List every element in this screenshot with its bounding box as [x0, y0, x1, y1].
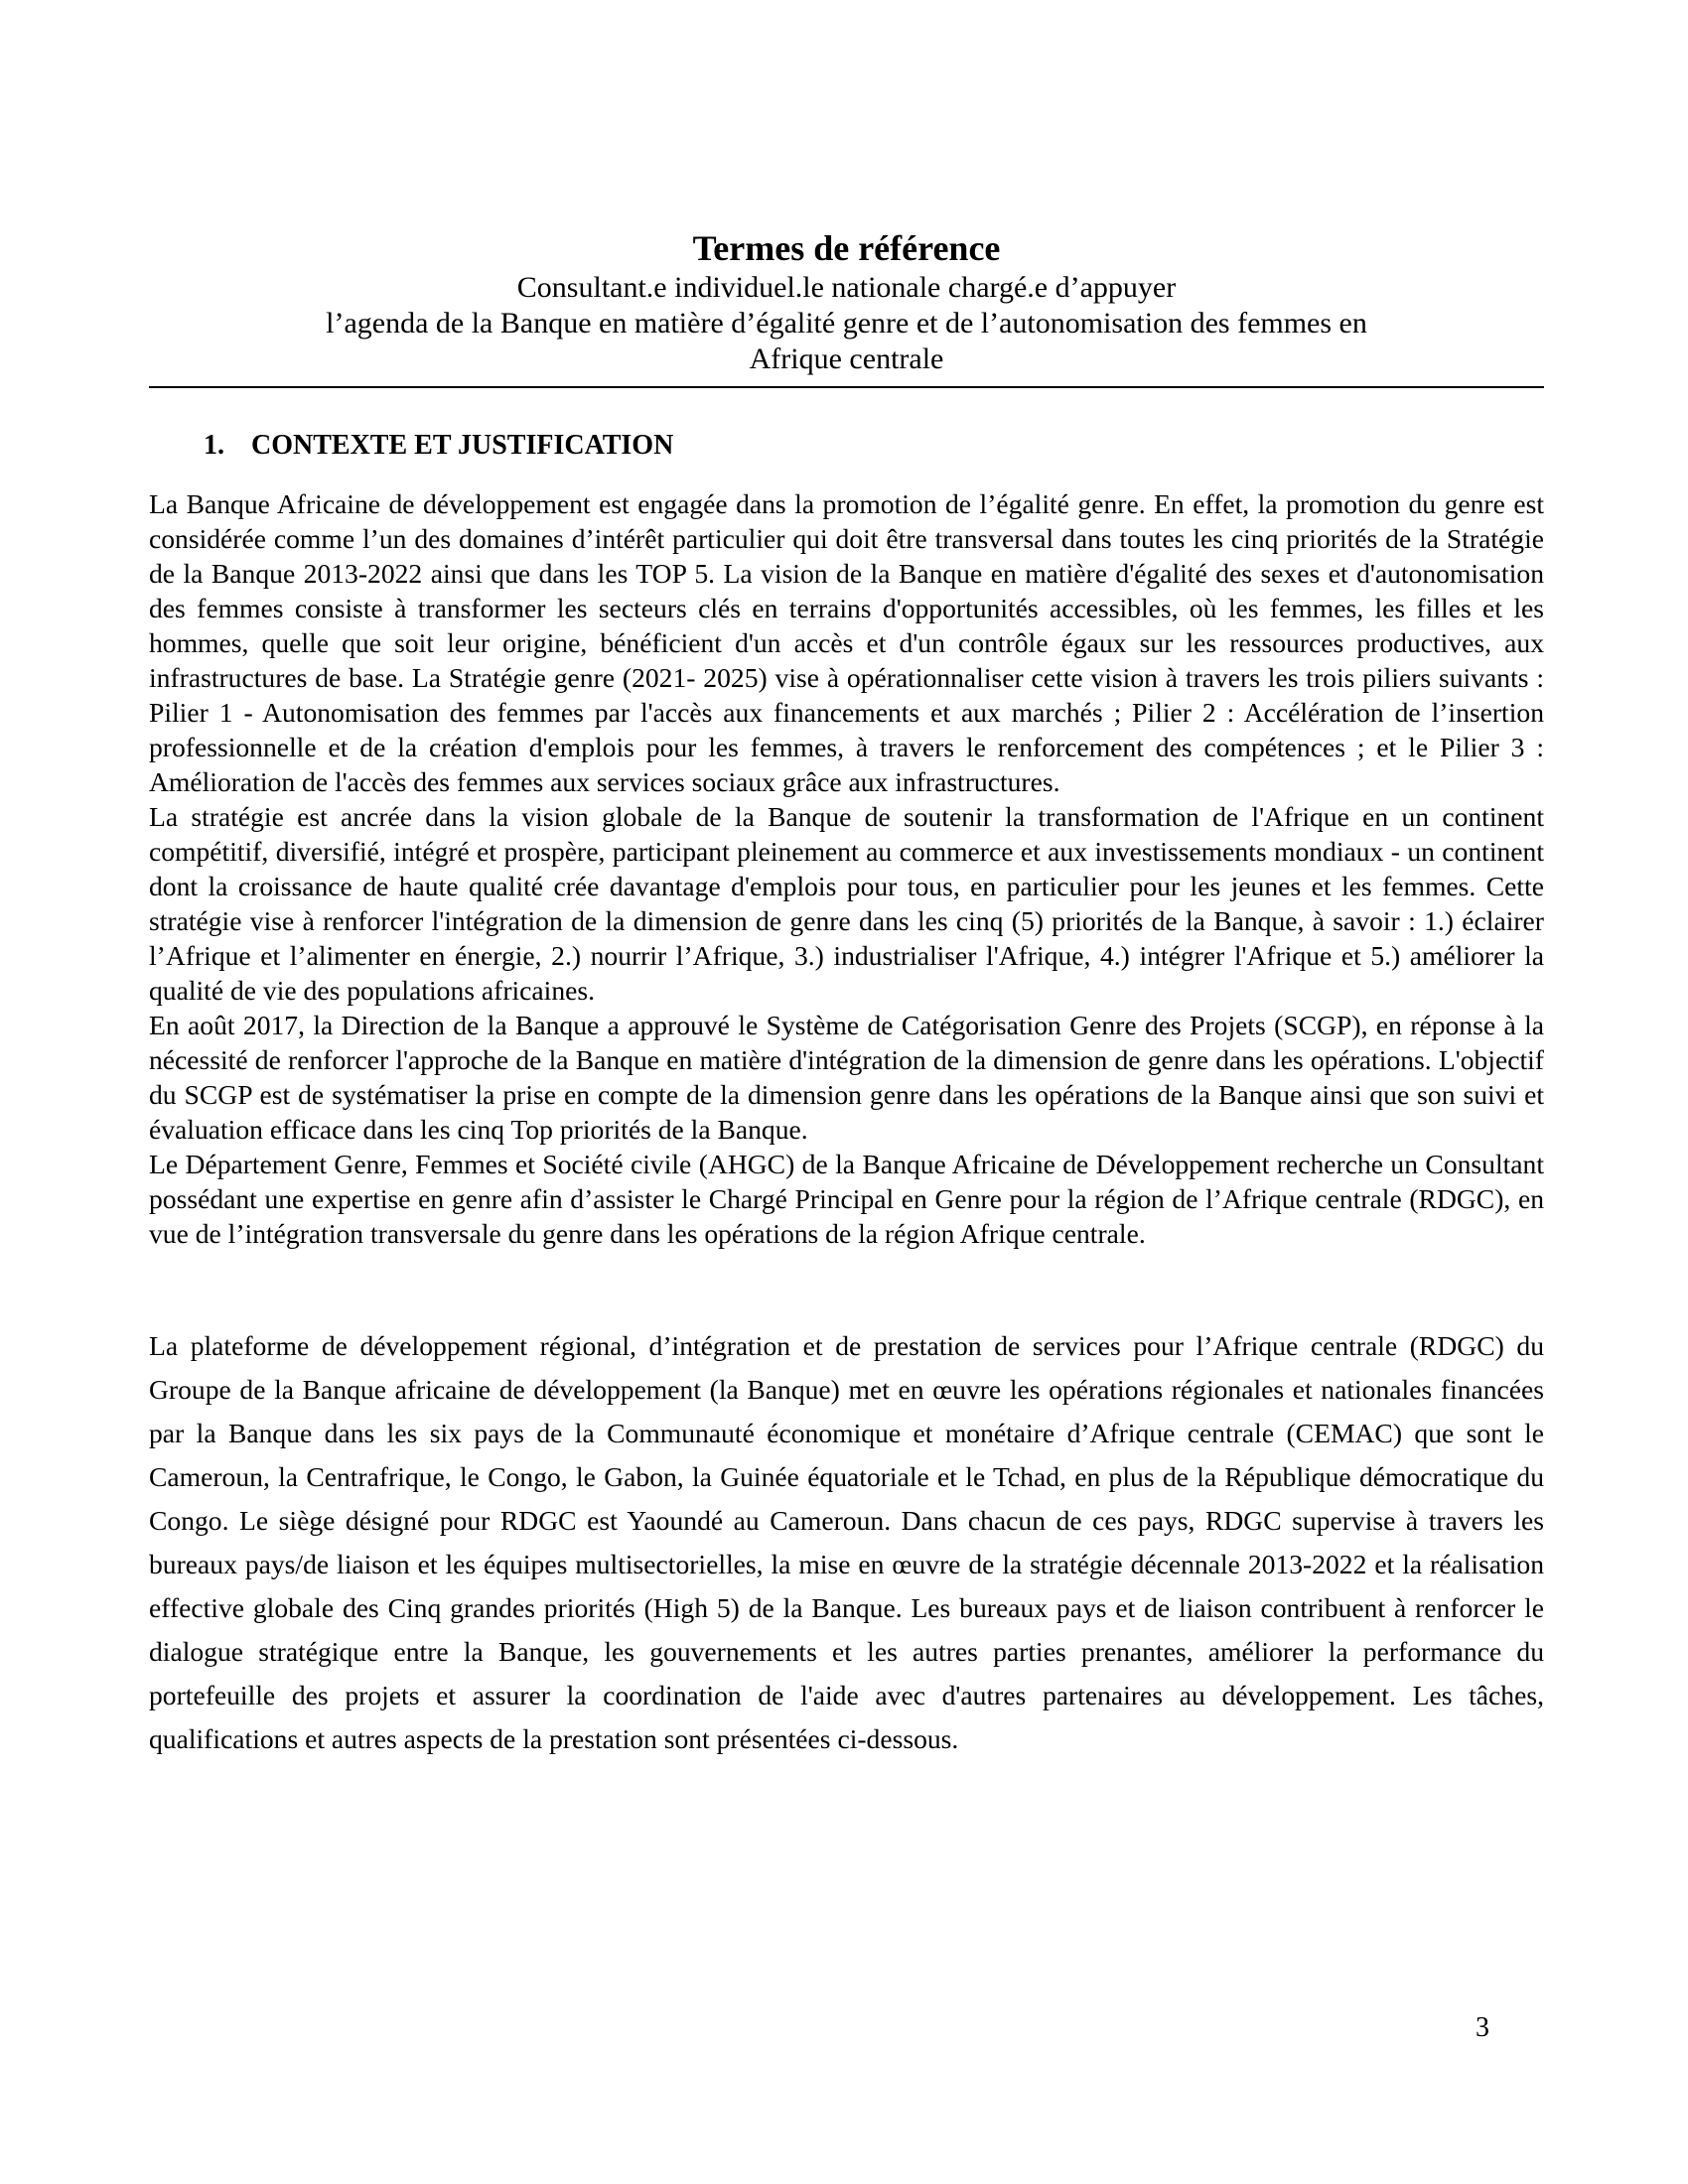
header-divider	[149, 386, 1544, 388]
page-number: 3	[1476, 2012, 1489, 2043]
subtitle-line-3: Afrique centrale	[749, 342, 944, 375]
paragraph-ahgc-recruitment: Le Département Genre, Femmes et Société civile (AHGC) de la Banque Africaine de Développement recherche un Consultant possédant une expertise en genre afin d’assister le Chargé Principal en Genre pour la région de l’Afrique centrale (RDGC), en vue de l’intégration transversale du genre dans les opérations de la région Afrique centrale.	[149, 1149, 1544, 1249]
paragraph-rdgc-platform: La plateforme de développement régional, d’intégration et de prestation de services pour l’Afrique centrale (RDGC) du Groupe de la Banque africaine de développement (la Banque) met en œuvre les opérations régionales et nationales financées par la Banque dans les six pays de la Communauté économique et monétaire d’Afrique centrale (CEMAC) que sont le Cameroun, la Centrafrique, le Congo, le Gabon, la Guinée équatoriale et le Tchad, en plus de la République démocratique du Congo. Le siège désigné pour RDGC est Yaoundé au Cameroun. Dans chacun de ces pays, RDGC supervise à travers les bureaux pays/de liaison et les équipes multisectorielles, la mise en œuvre de la stratégie décennale 2013-2022 et la réalisation effective globale des Cinq grandes priorités (High 5) de la Banque. Les bureaux pays et de liaison contribuent à renforcer le dialogue stratégique entre la Banque, les gouvernements et les autres parties prenantes, améliorer la performance du portefeuille des projets et assurer la coordination de l'aide avec d'autres partenaires au développement. Les tâches, qualifications et autres aspects de la prestation sont présentées ci-dessous.	[149, 1330, 1544, 1754]
paragraph-scgp: En août 2017, la Direction de la Banque a approuvé le Système de Catégorisation Genre des Projets (SCGP), en réponse à la nécessité de renforcer l'approche de la Banque en matière d'intégration de la dimension de genre dans les opérations. L'objectif du SCGP est de systématiser la prise en compte de la dimension genre dans les opérations de la Banque ainsi que son suivi et évaluation efficace dans les cinq Top priorités de la Banque.	[149, 1010, 1544, 1145]
paragraph-gender-promotion: La Banque Africaine de développement est engagée dans la promotion de l’égalité genre. En effet, la promotion du genre est considérée comme l’un des domaines d’intérêt particulier qui doit être transversal dans toutes les cinq priorités de la Stratégie de la Banque 2013-2022 ainsi que dans les TOP 5. La vision de la Banque en matière d'égalité des sexes et d'autonomisation des femmes consiste à transformer les secteurs clés en terrains d'opportunités accessibles, où les femmes, les filles et les hommes, quelle que soit leur origine, bénéficient d'un accès et d'un contrôle égaux sur les ressources productives, aux infrastructures de base. La Stratégie genre (2021- 2025) vise à opérationnaliser cette vision à travers les trois piliers suivants : Pilier 1 - Autonomisation des femmes par l'accès aux financements et aux marchés ; Pilier 2 : Accélération de l’insertion professionnelle et de la création d'emplois pour les femmes, à travers le renforcement des compétences ; et le Pilier 3 : Amélioration de l'accès des femmes aux services sociaux grâce aux infrastructures.	[149, 488, 1544, 797]
subtitle-line-1: Consultant.e individuel.le nationale chargé.e d’appuyer	[516, 271, 1177, 304]
document-title: Termes de référence	[692, 228, 1001, 268]
context-text-block	[149, 486, 1544, 1251]
section-title: CONTEXTE ET JUSTIFICATION	[251, 430, 674, 461]
section-heading	[204, 429, 673, 463]
document-header	[149, 226, 1544, 377]
section-number: 1.	[204, 430, 224, 461]
subtitle-line-2: l’agenda de la Banque en matière d’égalité genre et de l’autonomisation des femmes en	[326, 307, 1367, 340]
paragraph-strategy-vision: La stratégie est ancrée dans la vision globale de la Banque de soutenir la transformation de l'Afrique en un continent compétitif, diversifié, intégré et prospère, participant pleinement au commerce et aux investissements mondiaux - un continent dont la croissance de haute qualité crée davantage d'emplois pour tous, en particulier pour les jeunes et les femmes. Cette stratégie vise à renforcer l'intégration de la dimension de genre dans les cinq (5) priorités de la Banque, à savoir : 1.) éclairer l’Afrique et l’alimenter en énergie, 2.) nourrir l’Afrique, 3.) industrialiser l'Afrique, 4.) intégrer l'Afrique et 5.) améliorer la qualité de vie des populations africaines.	[149, 801, 1544, 1006]
